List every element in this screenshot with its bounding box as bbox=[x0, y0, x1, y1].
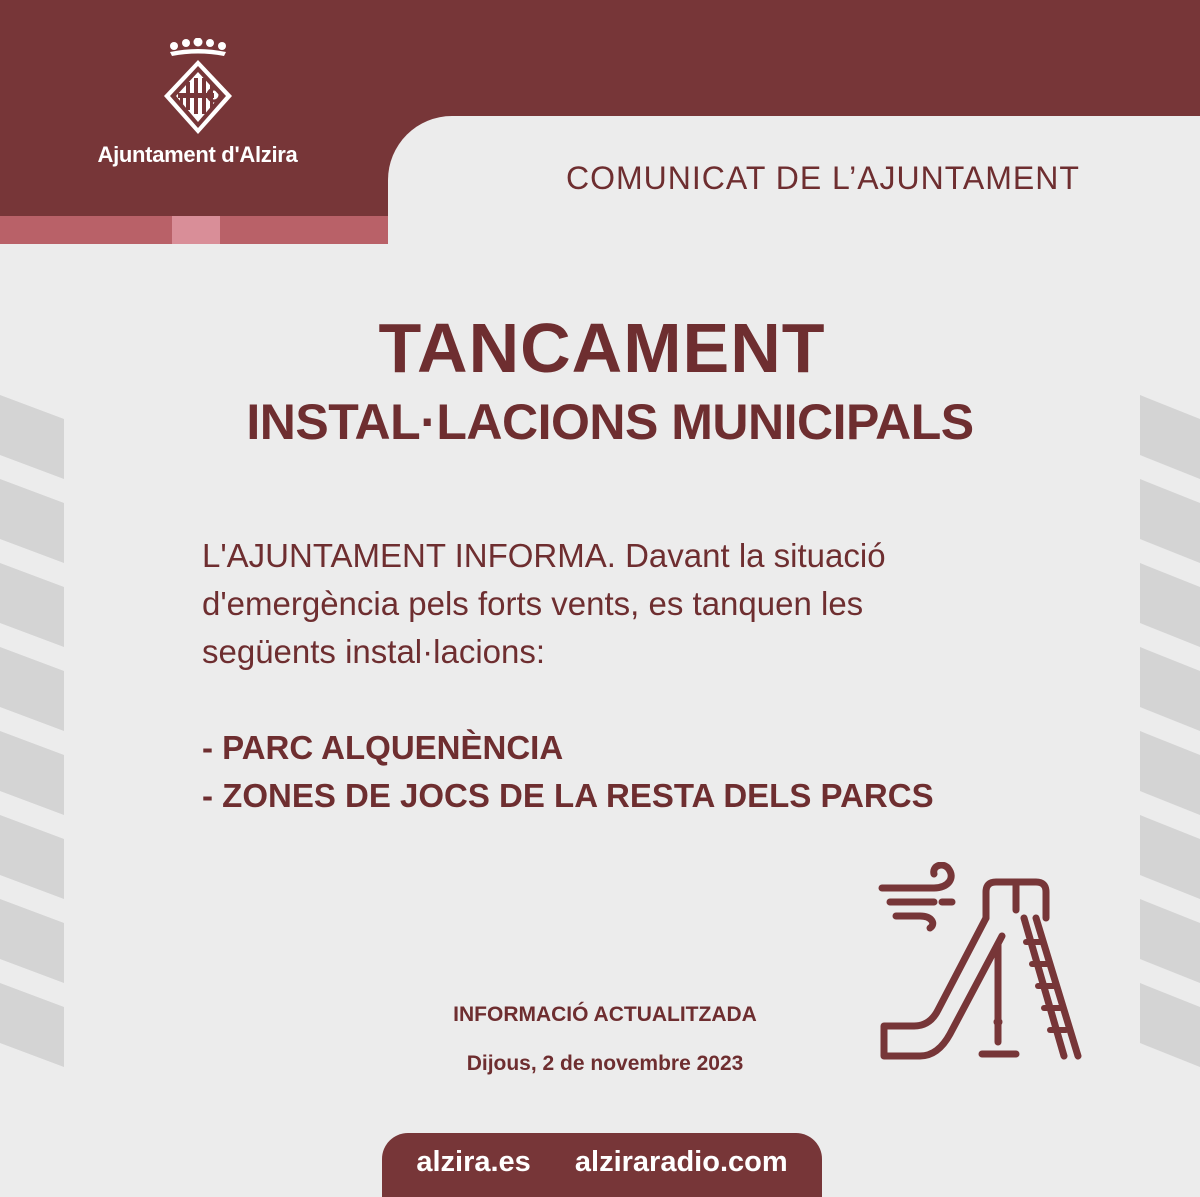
page-subtitle: INSTAL·LACIONS MUNICIPALS bbox=[246, 394, 974, 450]
accent-stripe bbox=[0, 216, 172, 244]
radio-link[interactable]: alziraradio.com bbox=[574, 1146, 788, 1178]
announcement-text bbox=[202, 532, 1052, 676]
list-item: - ZONES DE JOCS DE LA RESTA DELS PARCS bbox=[202, 777, 934, 814]
logo bbox=[90, 38, 305, 178]
page-title bbox=[0, 308, 1200, 388]
communique-label: COMUNICAT DE L’AJUNTAMENT bbox=[566, 160, 1080, 196]
org-name: Ajuntament d'Alzira bbox=[97, 142, 298, 167]
slide-wind-icon bbox=[876, 862, 1088, 1068]
update-date: Dijous, 2 de novembre 2023 bbox=[466, 1052, 744, 1075]
announcement-line: L'AJUNTAMENT INFORMA. Davant la situació bbox=[202, 537, 886, 574]
announcement-line: d'emergència pels forts vents, es tanquen les bbox=[202, 585, 864, 622]
accent-stripe bbox=[220, 216, 388, 244]
diagonal-stripes-right bbox=[1140, 395, 1200, 1075]
announcement-line: següents instal·lacions: bbox=[202, 633, 546, 670]
closed-facilities-list bbox=[202, 724, 1052, 820]
update-label: INFORMACIÓ ACTUALITZADA bbox=[453, 1003, 757, 1026]
title-text: TANCAMENT bbox=[378, 309, 826, 387]
website-link[interactable]: alzira.es bbox=[416, 1146, 531, 1178]
accent-stripe-light bbox=[172, 216, 220, 244]
coat-of-arms-icon bbox=[158, 38, 238, 138]
list-item: - PARC ALQUENÈNCIA bbox=[202, 729, 564, 766]
footer-links bbox=[382, 1146, 822, 1179]
diagonal-stripes-left bbox=[0, 395, 64, 1075]
